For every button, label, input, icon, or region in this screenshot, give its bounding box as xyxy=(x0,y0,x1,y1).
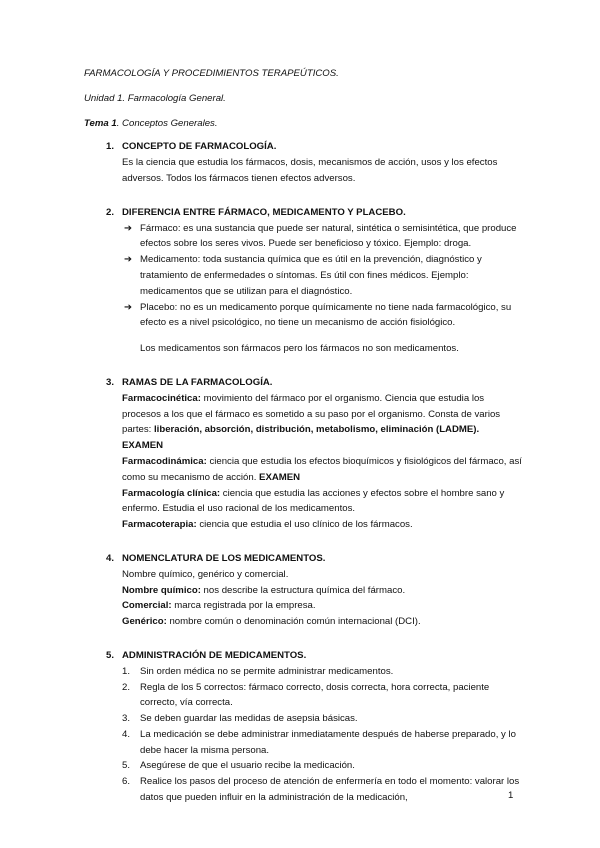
arrow-icon: ➔ xyxy=(124,222,133,234)
term: Genérico: xyxy=(122,616,167,628)
topic-title xyxy=(84,116,524,132)
section-number: 1. xyxy=(106,141,115,153)
arrow-icon: ➔ xyxy=(124,254,133,266)
definition: ciencia que estudia el uso clínico de los fármacos. xyxy=(196,519,413,531)
section-number: 2. xyxy=(106,206,115,218)
numbered-list xyxy=(122,664,524,806)
list-number: 5. xyxy=(122,760,131,772)
list-text: Se deben guardar las medidas de asepsia básicas. xyxy=(140,713,358,725)
definition: ciencia que estudia las acciones y efectos sobre el hombre sano y enfermo. Estudia el uso racional de los medicamentos. xyxy=(122,487,505,515)
section-title: NOMENCLATURA DE LOS MEDICAMENTOS. xyxy=(122,552,326,564)
section-title: ADMINISTRACIÓN DE MEDICAMENTOS. xyxy=(122,649,307,661)
list-number: 2. xyxy=(122,681,131,693)
definition: nombre común o denominación común internacional (DCI). xyxy=(166,616,421,628)
definition: movimiento del fármaco por el organismo. Ciencia que estudia los procesos a los que el fármaco es sometido a su paso por el organismo. Consta de varios partes: xyxy=(122,392,501,436)
term: Nombre químico: xyxy=(122,584,201,596)
section-intro: Nombre químico, genérico y comercial. xyxy=(122,568,289,580)
section-title: CONCEPTO DE FARMACOLOGÍA. xyxy=(122,141,277,153)
topic-name: . Conceptos Generales. xyxy=(116,117,218,129)
arrow-icon: ➔ xyxy=(124,301,133,313)
term: Comercial: xyxy=(122,600,172,612)
list-number: 4. xyxy=(122,728,131,740)
topic-label: Tema 1 xyxy=(84,117,117,129)
nomenclature-generico xyxy=(122,614,524,630)
list-text: Regla de los 5 correctos: fármaco correcto, dosis correcta, hora correcta, paciente correcto, vía correcta. xyxy=(140,681,490,709)
section-3 xyxy=(84,375,524,533)
ladme-parts: liberación, absorción, distribución, metabolismo, eliminación (LADME). xyxy=(154,424,480,436)
paragraph-farmacologia-clinica xyxy=(122,486,524,518)
term: Farmacoterapia: xyxy=(122,519,197,531)
section-note: Los medicamentos son fármacos pero los fármacos no son medicamentos. xyxy=(140,343,459,355)
section-number: 3. xyxy=(106,376,115,388)
term: Farmacología clínica: xyxy=(122,487,221,499)
list-item xyxy=(122,711,524,727)
section-title: DIFERENCIA ENTRE FÁRMACO, MEDICAMENTO Y PLACEBO. xyxy=(122,206,406,218)
section-text: Es la ciencia que estudia los fármacos, dosis, mecanismos de acción, usos y los efectos adversos. Todos los fármacos tienen efectos adversos. xyxy=(122,157,498,184)
bullet-placebo xyxy=(122,300,524,332)
page-number: 1 xyxy=(508,790,514,801)
course-title: FARMACOLOGÍA Y PROCEDIMIENTOS TERAPEÚTICOS. xyxy=(84,68,339,79)
list-item xyxy=(122,664,524,680)
paragraph-farmacodinamica xyxy=(122,454,524,486)
bullet-text: Medicamento: toda sustancia química que es útil en la prevención, diagnóstico y tratamiento de enfermedades o síntomas. Es útil con fines médicos. Ejemplo: medicamentos que se utilizan para el diagnóstico. xyxy=(140,254,482,297)
section-2 xyxy=(84,205,524,357)
list-item xyxy=(122,727,524,759)
list-number: 3. xyxy=(122,713,131,725)
list-text: Asegúrese de que el usuario recibe la medicación. xyxy=(140,760,355,772)
list-item xyxy=(122,758,524,774)
list-number: 6. xyxy=(122,776,131,788)
definition: marca registrada por la empresa. xyxy=(171,600,316,612)
term: Farmacocinética: xyxy=(122,392,201,404)
definition: nos describe la estructura química del fármaco. xyxy=(200,584,406,596)
nomenclature-quimico xyxy=(122,583,524,599)
paragraph-farmacoterapia xyxy=(122,517,524,533)
list-text: Realice los pasos del proceso de atención de enfermería en todo el momento: valorar los datos que pueden influir en la administración de la medicación, xyxy=(140,776,520,804)
section-1 xyxy=(84,139,524,186)
page-content xyxy=(84,66,524,806)
list-item xyxy=(122,774,524,806)
section-number: 5. xyxy=(106,649,115,661)
definition: ciencia que estudia los efectos bioquímicos y fisiológicos del fármaco, así como su mecanismo de acción. xyxy=(122,455,522,483)
section-number: 4. xyxy=(106,552,115,564)
term: Farmacodinámica: xyxy=(122,455,207,467)
exam-tag: EXAMEN xyxy=(122,440,164,452)
list-item xyxy=(122,680,524,712)
bullet-text: Fármaco: es una sustancia que puede ser natural, sintética o semisintética, que produce efectos sobre los seres vivos. Puede ser beneficioso y tóxico. Ejemplo: droga. xyxy=(140,222,517,250)
bullet-text: Placebo: no es un medicamento porque químicamente no tiene nada farmacológico, su efecto es a nivel psicológico, no tiene un mecanismo de acción fisiológico. xyxy=(140,301,512,329)
list-number: 1. xyxy=(122,665,131,677)
list-text: La medicación se debe administrar inmediatamente después de haberse preparado, y lo debe hacer la misma persona. xyxy=(140,728,516,756)
nomenclature-comercial xyxy=(122,598,524,614)
bullet-farmaco xyxy=(122,221,524,253)
exam-tag: EXAMEN xyxy=(259,471,301,483)
bullet-medicamento xyxy=(122,252,524,299)
list-text: Sin orden médica no se permite administrar medicamentos. xyxy=(140,665,394,677)
section-5 xyxy=(84,648,524,806)
section-4 xyxy=(84,551,524,630)
paragraph-farmacocinetica xyxy=(122,391,524,438)
unit-title: Unidad 1. Farmacología General. xyxy=(84,92,226,104)
section-title: RAMAS DE LA FARMACOLOGÍA. xyxy=(122,376,273,388)
